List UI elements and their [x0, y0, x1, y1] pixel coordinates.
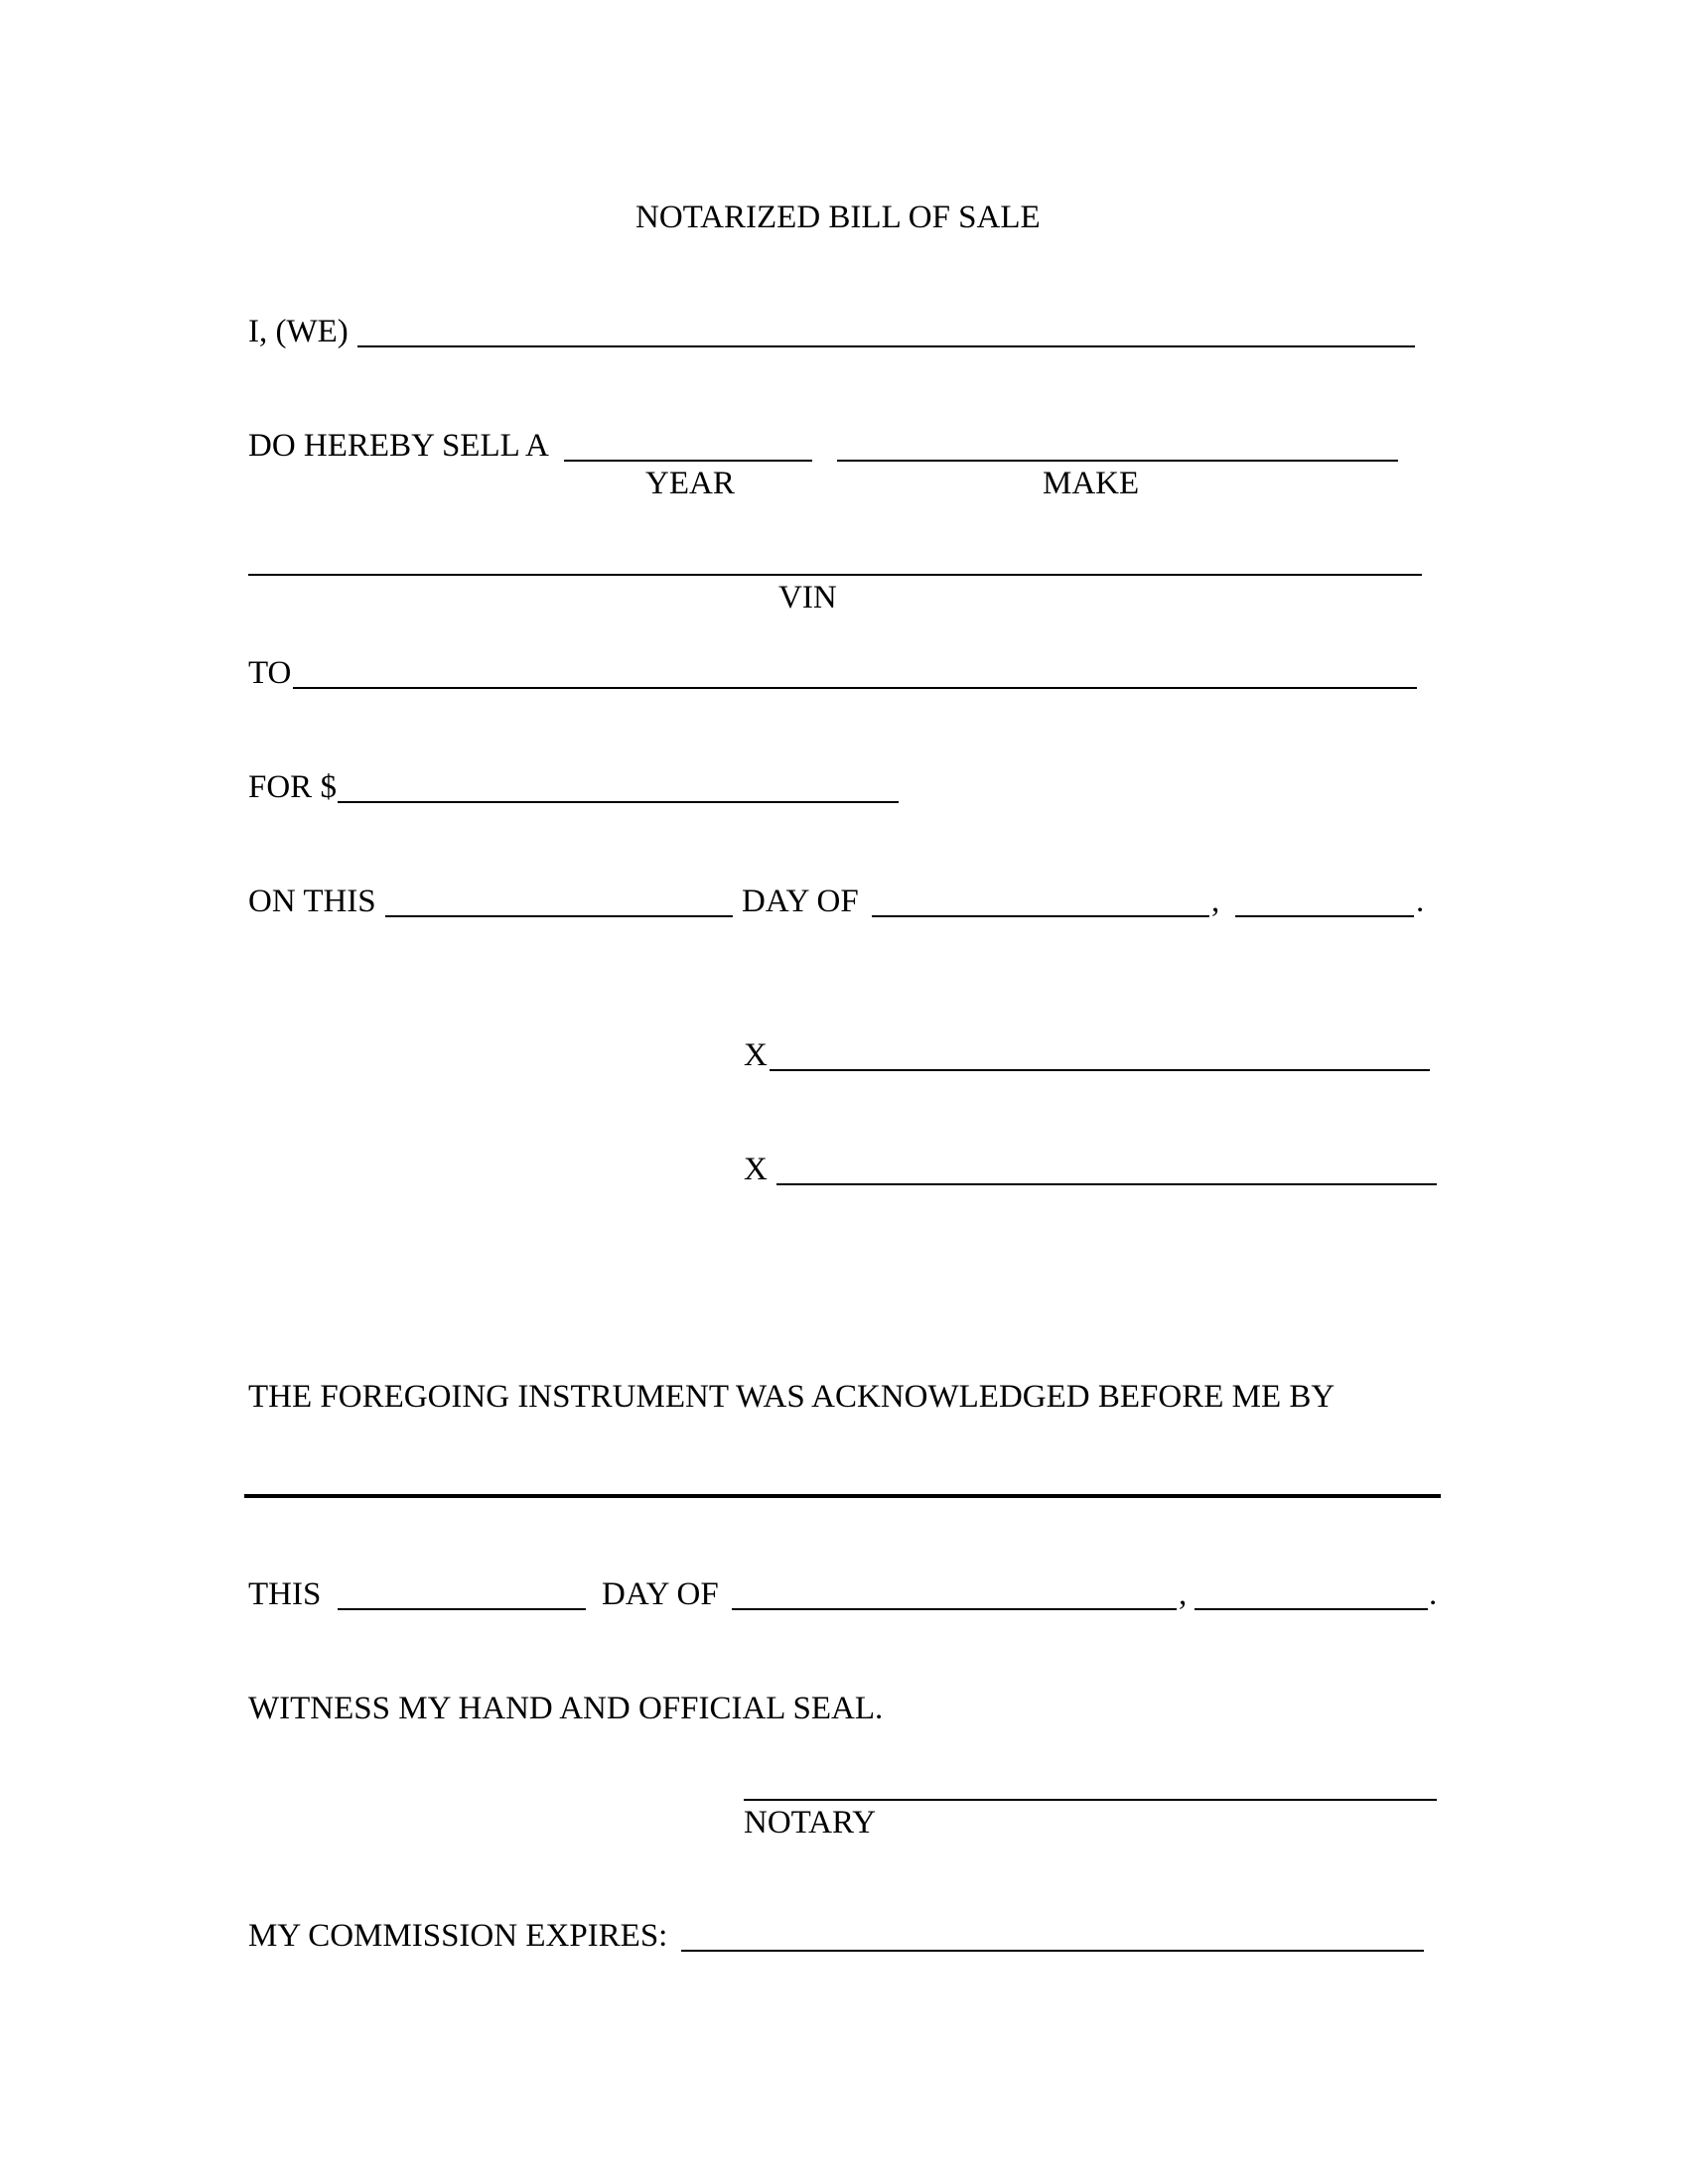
signature-mark-1: X: [744, 1037, 768, 1073]
vin-line[interactable]: [248, 574, 1422, 576]
sale-year-line[interactable]: [1235, 915, 1414, 917]
make-caption: MAKE: [1043, 466, 1140, 501]
notary-day-line[interactable]: [338, 1608, 586, 1610]
notary-month-line[interactable]: [732, 1608, 1177, 1610]
to-label: TO: [248, 655, 292, 691]
signature-mark-2: X: [744, 1152, 768, 1187]
sell-label: DO HEREBY SELL A: [248, 428, 549, 464]
seller-name-line[interactable]: [357, 345, 1415, 347]
signature-line-1[interactable]: [770, 1069, 1430, 1071]
price-line[interactable]: [338, 801, 899, 803]
notary-day-of-label: DAY OF: [602, 1576, 719, 1612]
date-period: .: [1416, 884, 1425, 919]
notary-this-label: THIS: [248, 1576, 322, 1612]
commission-expires-line[interactable]: [681, 1950, 1424, 1952]
date-comma: ,: [1211, 884, 1220, 919]
seller-label: I, (WE): [248, 314, 349, 349]
price-label: FOR $: [248, 769, 337, 805]
form-title: NOTARIZED BILL OF SALE: [635, 200, 1041, 235]
notary-date-period: .: [1429, 1576, 1438, 1612]
year-line[interactable]: [564, 460, 812, 462]
commission-label: MY COMMISSION EXPIRES:: [248, 1918, 668, 1954]
sale-month-line[interactable]: [872, 915, 1209, 917]
signature-line-2[interactable]: [776, 1183, 1437, 1185]
make-line[interactable]: [837, 460, 1398, 462]
notary-date-comma: ,: [1179, 1576, 1188, 1612]
vin-caption: VIN: [778, 580, 837, 615]
acknowledged-by-line[interactable]: [244, 1494, 1441, 1498]
buyer-name-line[interactable]: [293, 687, 1417, 689]
witness-text: WITNESS MY HAND AND OFFICIAL SEAL.: [248, 1691, 884, 1726]
notary-signature-line[interactable]: [744, 1799, 1437, 1801]
sale-day-line[interactable]: [385, 915, 733, 917]
on-this-label: ON THIS: [248, 884, 376, 919]
year-caption: YEAR: [645, 466, 735, 501]
acknowledgment-text: THE FOREGOING INSTRUMENT WAS ACKNOWLEDGED BEFORE ME BY: [248, 1379, 1336, 1415]
notary-caption: NOTARY: [744, 1805, 877, 1841]
notary-year-line[interactable]: [1195, 1608, 1428, 1610]
day-of-label: DAY OF: [742, 884, 859, 919]
